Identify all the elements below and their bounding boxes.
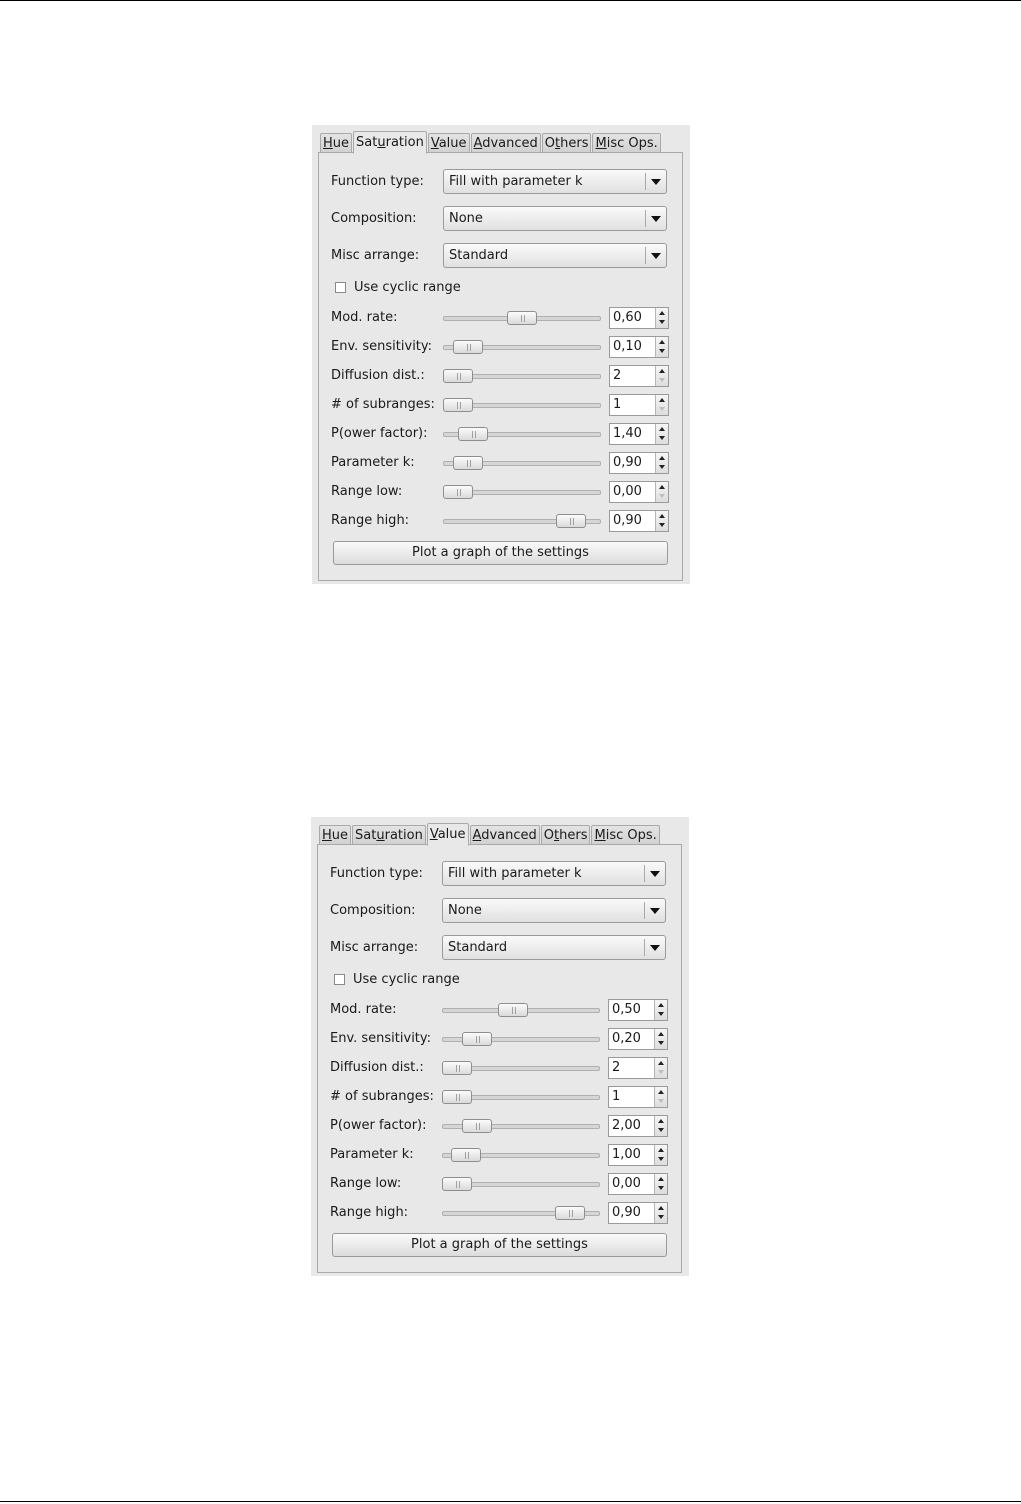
spin-down-icon[interactable] <box>659 349 665 353</box>
tab-value[interactable] <box>427 823 469 846</box>
misc-arrange-label: Misc arrange: <box>331 248 420 263</box>
of-subranges-value[interactable]: 1 <box>612 1089 621 1104</box>
env-sensitivity-spinbox[interactable] <box>608 1028 668 1050</box>
spin-up-icon[interactable] <box>659 311 665 315</box>
spin-buttons <box>655 424 668 444</box>
diffusion-dist-slider[interactable] <box>442 1061 600 1075</box>
diffusion-dist-value[interactable]: 2 <box>612 1060 621 1075</box>
of-subranges-label: # of subranges: <box>330 1089 434 1104</box>
spin-buttons <box>655 366 668 386</box>
spin-up-icon[interactable] <box>659 427 665 431</box>
page-top-rule <box>0 0 1021 1</box>
page-bottom-rule <box>0 1501 1021 1502</box>
chevron-down-icon <box>650 945 660 951</box>
parameter-k-row <box>330 1144 670 1166</box>
env-sensitivity-label: Env. sensitivity: <box>331 339 433 354</box>
spin-down-icon[interactable] <box>659 465 665 469</box>
range-low-label: Range low: <box>330 1176 402 1191</box>
slider-handle[interactable] <box>453 340 483 354</box>
tab-misc-ops[interactable] <box>592 133 660 153</box>
of-subranges-slider[interactable] <box>442 1090 600 1104</box>
mod-rate-value[interactable]: 0,50 <box>612 1002 641 1017</box>
tab-label-part: ue <box>331 828 349 843</box>
slider-handle[interactable] <box>443 369 473 383</box>
diffusion-dist-label: Diffusion dist.: <box>331 368 425 383</box>
env-sensitivity-slider[interactable] <box>443 340 601 354</box>
diffusion-dist-value[interactable]: 2 <box>613 368 622 383</box>
composition-value: None <box>449 211 483 226</box>
spin-up-icon[interactable] <box>658 1090 664 1094</box>
of-subranges-spinbox[interactable] <box>608 1086 668 1108</box>
mod-rate-slider[interactable] <box>442 1003 600 1017</box>
mod-rate-spinbox[interactable] <box>608 999 668 1021</box>
diffusion-dist-spinbox[interactable] <box>609 365 669 387</box>
parameter-k-row <box>331 452 671 474</box>
tab-hue[interactable] <box>319 825 351 845</box>
value-settings-panel <box>311 817 689 1276</box>
tab-bar <box>320 131 662 153</box>
tab-mnemonic: V <box>430 136 439 151</box>
tab-label-part: alue <box>438 136 467 151</box>
diffusion-dist-slider[interactable] <box>443 369 601 383</box>
slider-handle[interactable] <box>443 485 473 499</box>
p-ower-factor-row <box>330 1115 670 1137</box>
env-sensitivity-slider[interactable] <box>442 1032 600 1046</box>
parameter-k-spinbox[interactable] <box>608 1144 668 1166</box>
spin-buttons <box>655 395 668 415</box>
composition-row <box>330 898 670 924</box>
dropdown-separator <box>644 939 645 956</box>
range-high-spinbox[interactable] <box>609 510 669 532</box>
spin-down-icon[interactable] <box>658 1070 664 1074</box>
tab-mnemonic: u <box>376 828 385 843</box>
mod-rate-row <box>330 999 670 1021</box>
tab-bar <box>319 823 661 845</box>
function-type-value: Fill with parameter k <box>449 174 583 189</box>
spin-up-icon[interactable] <box>659 456 665 460</box>
range-high-row <box>330 1202 670 1224</box>
spin-up-icon[interactable] <box>659 485 665 489</box>
plot-graph-button[interactable]: Plot a graph of the settings <box>332 1233 667 1257</box>
parameter-k-label: Parameter k: <box>331 455 415 470</box>
spin-down-icon[interactable] <box>659 320 665 324</box>
composition-dropdown[interactable] <box>442 898 666 923</box>
p-ower-factor-label: P(ower factor): <box>331 426 428 441</box>
slider-handle[interactable] <box>462 1119 492 1133</box>
misc-arrange-dropdown[interactable] <box>443 243 667 268</box>
of-subranges-row <box>330 1086 670 1108</box>
spin-up-icon[interactable] <box>658 1177 664 1181</box>
spin-down-icon[interactable] <box>658 1215 664 1219</box>
spin-up-icon[interactable] <box>658 1061 664 1065</box>
tab-mnemonic: M <box>594 828 606 843</box>
tab-label-part: dvanced <box>482 136 538 151</box>
composition-dropdown[interactable] <box>443 206 667 231</box>
spin-down-icon[interactable] <box>658 1041 664 1045</box>
misc-arrange-row <box>331 243 671 269</box>
dropdown-separator <box>645 173 646 190</box>
tab-label-part: dvanced <box>481 828 537 843</box>
composition-row <box>331 206 671 232</box>
tab-label-part: hers <box>559 828 588 843</box>
tab-mnemonic: u <box>377 135 386 150</box>
cyclic-range-row <box>330 972 670 988</box>
tab-mnemonic: H <box>323 136 333 151</box>
tab-others[interactable] <box>542 133 592 153</box>
p-ower-factor-spinbox[interactable] <box>609 423 669 445</box>
function-type-row <box>330 861 670 887</box>
tab-label-part: O <box>543 828 555 843</box>
slider-handle[interactable] <box>555 1206 585 1220</box>
chevron-down-icon <box>650 871 660 877</box>
range-low-label: Range low: <box>331 484 403 499</box>
of-subranges-spinbox[interactable] <box>609 394 669 416</box>
slider-handle[interactable] <box>442 1061 472 1075</box>
range-high-slider[interactable] <box>443 514 601 528</box>
tab-mnemonic: A <box>473 136 483 151</box>
plot-graph-button[interactable]: Plot a graph of the settings <box>333 541 668 565</box>
diffusion-dist-row <box>330 1057 670 1079</box>
env-sensitivity-label: Env. sensitivity: <box>330 1031 432 1046</box>
env-sensitivity-row <box>331 336 671 358</box>
parameter-k-spinbox[interactable] <box>609 452 669 474</box>
misc-arrange-row <box>330 935 670 961</box>
range-low-row <box>330 1173 670 1195</box>
spin-buttons <box>654 1029 667 1049</box>
spin-down-icon[interactable] <box>658 1128 664 1132</box>
tab-misc-ops[interactable] <box>591 825 659 845</box>
tab-mnemonic: t <box>554 828 560 843</box>
env-sensitivity-spinbox[interactable] <box>609 336 669 358</box>
env-sensitivity-row <box>330 1028 670 1050</box>
spin-down-icon[interactable] <box>658 1157 664 1161</box>
spin-buttons <box>655 482 668 502</box>
misc-arrange-value: Standard <box>449 248 509 263</box>
slider-handle[interactable] <box>442 1090 472 1104</box>
mod-rate-value[interactable]: 0,60 <box>613 310 642 325</box>
tab-hue[interactable] <box>320 133 352 153</box>
cyclic-range-row <box>331 280 671 296</box>
slider-handle[interactable] <box>498 1003 528 1017</box>
range-low-value[interactable]: 0,00 <box>613 484 642 499</box>
tab-label-part: ration <box>384 828 423 843</box>
tab-mnemonic: A <box>472 828 482 843</box>
spin-up-icon[interactable] <box>659 398 665 402</box>
saturation-settings-panel <box>312 125 690 584</box>
spin-down-icon[interactable] <box>659 436 665 440</box>
of-subranges-slider[interactable] <box>443 398 601 412</box>
of-subranges-row <box>331 394 671 416</box>
spin-up-icon[interactable] <box>659 369 665 373</box>
tab-advanced[interactable] <box>470 825 540 845</box>
range-low-row <box>331 481 671 503</box>
spin-up-icon[interactable] <box>658 1206 664 1210</box>
tab-label-part: ration <box>385 135 424 150</box>
spin-buttons <box>655 308 668 328</box>
spin-down-icon[interactable] <box>659 523 665 527</box>
tab-label-part: Sat <box>355 828 377 843</box>
spin-up-icon[interactable] <box>659 340 665 344</box>
tab-mnemonic: H <box>322 828 332 843</box>
diffusion-dist-spinbox[interactable] <box>608 1057 668 1079</box>
chevron-down-icon <box>651 253 661 259</box>
composition-label: Composition: <box>330 903 416 918</box>
function-type-dropdown[interactable] <box>443 169 667 194</box>
slider-handle[interactable] <box>556 514 586 528</box>
p-ower-factor-slider[interactable] <box>442 1119 600 1133</box>
mod-rate-row <box>331 307 671 329</box>
function-type-label: Function type: <box>331 174 424 189</box>
spin-up-icon[interactable] <box>658 1119 664 1123</box>
mod-rate-slider[interactable] <box>443 311 601 325</box>
slider-handle[interactable] <box>453 456 483 470</box>
diffusion-dist-row <box>331 365 671 387</box>
of-subranges-label: # of subranges: <box>331 397 435 412</box>
use-cyclic-range-label[interactable]: Use cyclic range <box>354 280 461 295</box>
spin-buttons <box>654 1000 667 1020</box>
spin-buttons <box>655 453 668 473</box>
p-ower-factor-label: P(ower factor): <box>330 1118 427 1133</box>
spin-down-icon[interactable] <box>659 378 665 382</box>
misc-arrange-label: Misc arrange: <box>330 940 419 955</box>
slider-handle[interactable] <box>462 1032 492 1046</box>
composition-label: Composition: <box>331 211 417 226</box>
range-low-spinbox[interactable] <box>608 1173 668 1195</box>
tab-label-part: isc Ops. <box>606 136 658 151</box>
spin-buttons <box>655 511 668 531</box>
range-low-slider[interactable] <box>442 1177 600 1191</box>
p-ower-factor-value[interactable]: 2,00 <box>612 1118 641 1133</box>
tab-label-part: O <box>544 136 556 151</box>
dropdown-separator <box>645 210 646 227</box>
spin-buttons <box>654 1203 667 1223</box>
chevron-down-icon <box>650 908 660 914</box>
tab-mnemonic: M <box>595 136 607 151</box>
tab-advanced[interactable] <box>471 133 541 153</box>
slider-handle[interactable] <box>507 311 537 325</box>
of-subranges-value[interactable]: 1 <box>613 397 622 412</box>
tab-saturation[interactable] <box>353 131 427 154</box>
function-type-label: Function type: <box>330 866 423 881</box>
function-type-value: Fill with parameter k <box>448 866 582 881</box>
use-cyclic-range-label[interactable]: Use cyclic range <box>353 972 460 987</box>
spin-up-icon[interactable] <box>658 1003 664 1007</box>
dropdown-separator <box>644 902 645 919</box>
spin-buttons <box>654 1174 667 1194</box>
range-low-slider[interactable] <box>443 485 601 499</box>
range-high-row <box>331 510 671 532</box>
mod-rate-spinbox[interactable] <box>609 307 669 329</box>
p-ower-factor-spinbox[interactable] <box>608 1115 668 1137</box>
tab-mnemonic: V <box>429 827 438 842</box>
range-high-value[interactable]: 0,90 <box>612 1205 641 1220</box>
range-high-spinbox[interactable] <box>608 1202 668 1224</box>
parameter-k-slider[interactable] <box>442 1148 600 1162</box>
spin-up-icon[interactable] <box>659 514 665 518</box>
composition-value: None <box>448 903 482 918</box>
chevron-down-icon <box>651 179 661 185</box>
tab-value[interactable] <box>428 133 470 153</box>
spin-up-icon[interactable] <box>658 1032 664 1036</box>
diffusion-dist-label: Diffusion dist.: <box>330 1060 424 1075</box>
spin-down-icon[interactable] <box>658 1099 664 1103</box>
p-ower-factor-slider[interactable] <box>443 427 601 441</box>
spin-buttons <box>654 1145 667 1165</box>
spin-buttons <box>654 1087 667 1107</box>
range-high-slider[interactable] <box>442 1206 600 1220</box>
slider-handle[interactable] <box>442 1177 472 1191</box>
spin-down-icon[interactable] <box>659 494 665 498</box>
parameter-k-label: Parameter k: <box>330 1147 414 1162</box>
mod-rate-label: Mod. rate: <box>330 1002 397 1017</box>
dropdown-separator <box>645 247 646 264</box>
spin-down-icon[interactable] <box>658 1012 664 1016</box>
tab-label-part: Sat <box>356 135 378 150</box>
env-sensitivity-value[interactable]: 0,20 <box>612 1031 641 1046</box>
use-cyclic-range-checkbox[interactable] <box>334 974 345 985</box>
tab-others[interactable] <box>541 825 591 845</box>
spin-up-icon[interactable] <box>658 1148 664 1152</box>
p-ower-factor-value[interactable]: 1,40 <box>613 426 642 441</box>
tab-label-part: isc Ops. <box>605 828 657 843</box>
range-low-value[interactable]: 0,00 <box>612 1176 641 1191</box>
parameter-k-value[interactable]: 0,90 <box>613 455 642 470</box>
slider-handle[interactable] <box>451 1148 481 1162</box>
p-ower-factor-row <box>331 423 671 445</box>
slider-handle[interactable] <box>458 427 488 441</box>
range-high-label: Range high: <box>330 1205 409 1220</box>
spin-buttons <box>655 337 668 357</box>
tab-saturation[interactable] <box>352 825 426 845</box>
env-sensitivity-value[interactable]: 0,10 <box>613 339 642 354</box>
function-type-dropdown[interactable] <box>442 861 666 886</box>
tab-mnemonic: t <box>555 136 561 151</box>
dropdown-separator <box>644 865 645 882</box>
mod-rate-label: Mod. rate: <box>331 310 398 325</box>
function-type-row <box>331 169 671 195</box>
spin-down-icon[interactable] <box>659 407 665 411</box>
misc-arrange-dropdown[interactable] <box>442 935 666 960</box>
range-high-label: Range high: <box>331 513 410 528</box>
parameter-k-slider[interactable] <box>443 456 601 470</box>
misc-arrange-value: Standard <box>448 940 508 955</box>
tab-content-pane <box>318 152 683 581</box>
chevron-down-icon <box>651 216 661 222</box>
range-low-spinbox[interactable] <box>609 481 669 503</box>
spin-buttons <box>654 1116 667 1136</box>
tab-label-part: ue <box>332 136 350 151</box>
parameter-k-value[interactable]: 1,00 <box>612 1147 641 1162</box>
tab-label-part: hers <box>560 136 589 151</box>
use-cyclic-range-checkbox[interactable] <box>335 282 346 293</box>
spin-down-icon[interactable] <box>658 1186 664 1190</box>
tab-content-pane <box>317 844 682 1273</box>
tab-label-part: alue <box>437 827 466 842</box>
range-high-value[interactable]: 0,90 <box>613 513 642 528</box>
slider-handle[interactable] <box>443 398 473 412</box>
spin-buttons <box>654 1058 667 1078</box>
